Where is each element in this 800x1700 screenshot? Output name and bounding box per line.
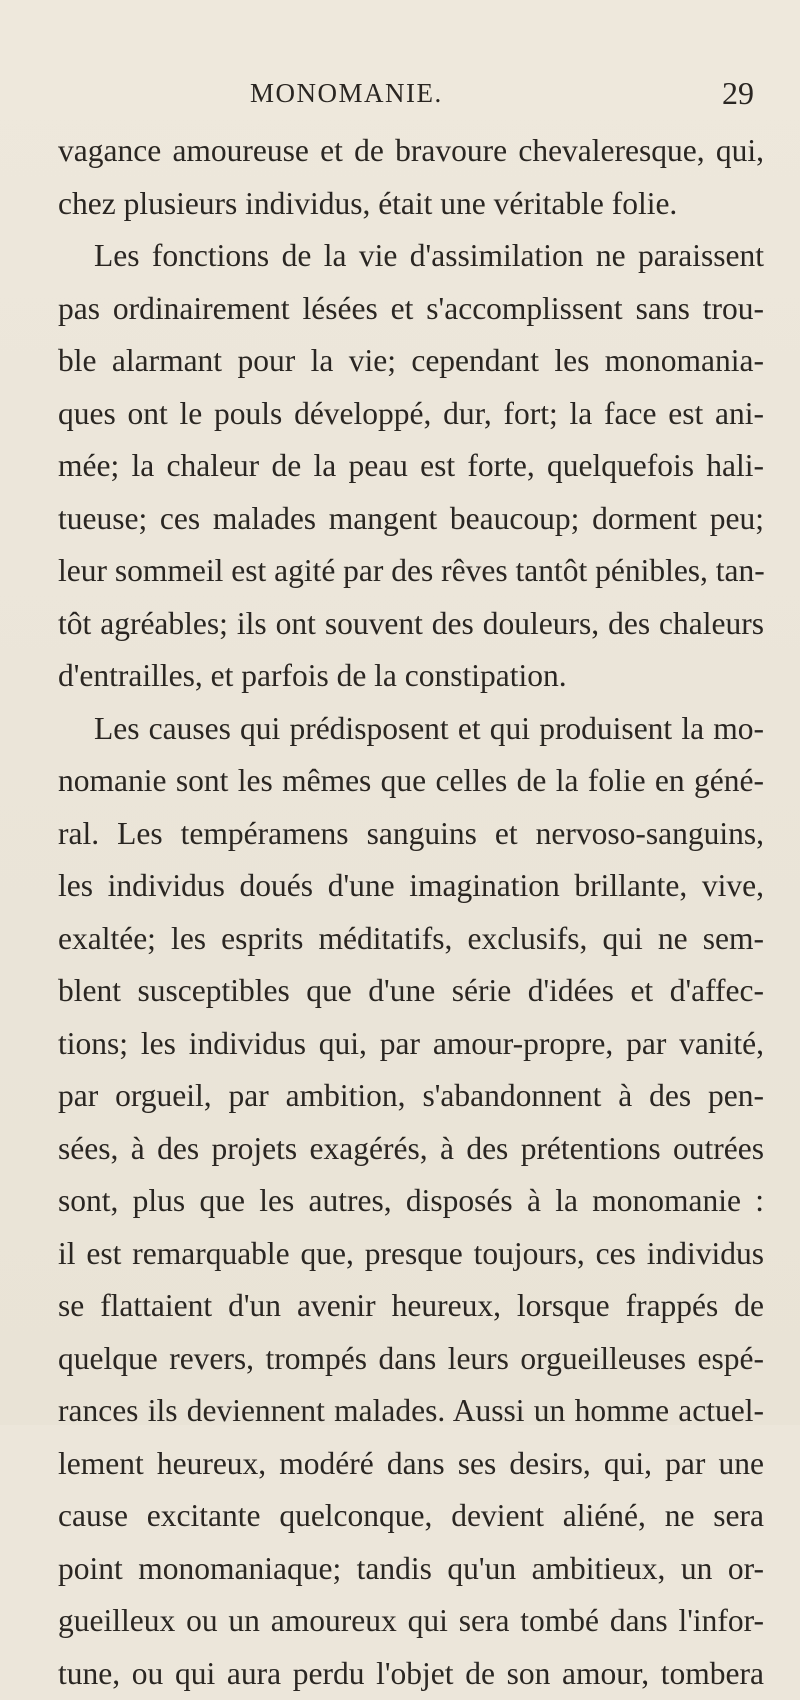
text-line: lement heureux, modéré dans ses desirs, qui, par une [58, 1438, 764, 1491]
text-line: cause excitante quelconque, devient aliéné, ne sera [58, 1490, 764, 1543]
text-line: blent susceptibles que d'une série d'idées et d'affec- [58, 965, 764, 1018]
text-line: mée; la chaleur de la peau est forte, quelquefois hali- [58, 440, 764, 493]
text-line: point monomaniaque; tandis qu'un ambitieux, un or- [58, 1543, 764, 1596]
text-line: rances ils deviennent malades. Aussi un homme actuel- [58, 1385, 764, 1438]
page-header [0, 78, 800, 118]
text-line: tune, ou qui aura perdu l'objet de son amour, tombera [58, 1648, 764, 1700]
text-line: tôt agréables; ils ont souvent des douleurs, des chaleurs [58, 598, 764, 651]
text-line: tions; les individus qui, par amour-propre, par vanité, [58, 1018, 764, 1071]
text-line: se flattaient d'un avenir heureux, lorsque frappés de [58, 1280, 764, 1333]
text-line: il est remarquable que, presque toujours, ces individus [58, 1228, 764, 1281]
text-line: vagance amoureuse et de bravoure chevaleresque, qui, [58, 125, 764, 178]
body-text [58, 125, 764, 1700]
text-line: les individus doués d'une imagination brillante, vive, [58, 860, 764, 913]
text-line: pas ordinairement lésées et s'accomplissent sans trou- [58, 283, 764, 336]
text-line: ral. Les tempéramens sanguins et nervoso-sanguins, [58, 808, 764, 861]
text-line: sont, plus que les autres, disposés à la monomanie : [58, 1175, 764, 1228]
page-number: 29 [722, 75, 754, 112]
text-line: sées, à des projets exagérés, à des prétentions outrées [58, 1123, 764, 1176]
text-line: leur sommeil est agité par des rêves tantôt pénibles, tan- [58, 545, 764, 598]
text-line: ques ont le pouls développé, dur, fort; la face est ani- [58, 388, 764, 441]
text-line: d'entrailles, et parfois de la constipation. [58, 650, 764, 703]
text-line: gueilleux ou un amoureux qui sera tombé dans l'infor- [58, 1595, 764, 1648]
text-line: exaltée; les esprits méditatifs, exclusifs, qui ne sem- [58, 913, 764, 966]
text-line: nomanie sont les mêmes que celles de la folie en géné- [58, 755, 764, 808]
paragraph-start-line: Les fonctions de la vie d'assimilation ne paraissent [58, 230, 764, 283]
text-line: par orgueil, par ambition, s'abandonnent à des pen- [58, 1070, 764, 1123]
text-line: tueuse; ces malades mangent beaucoup; dorment peu; [58, 493, 764, 546]
running-head: MONOMANIE. [250, 78, 443, 109]
text-line: ble alarmant pour la vie; cependant les monomania- [58, 335, 764, 388]
paragraph-start-line: Les causes qui prédisposent et qui produisent la mo- [58, 703, 764, 756]
text-line: chez plusieurs individus, était une véritable folie. [58, 178, 764, 231]
text-line: quelque revers, trompés dans leurs orgueilleuses espé- [58, 1333, 764, 1386]
